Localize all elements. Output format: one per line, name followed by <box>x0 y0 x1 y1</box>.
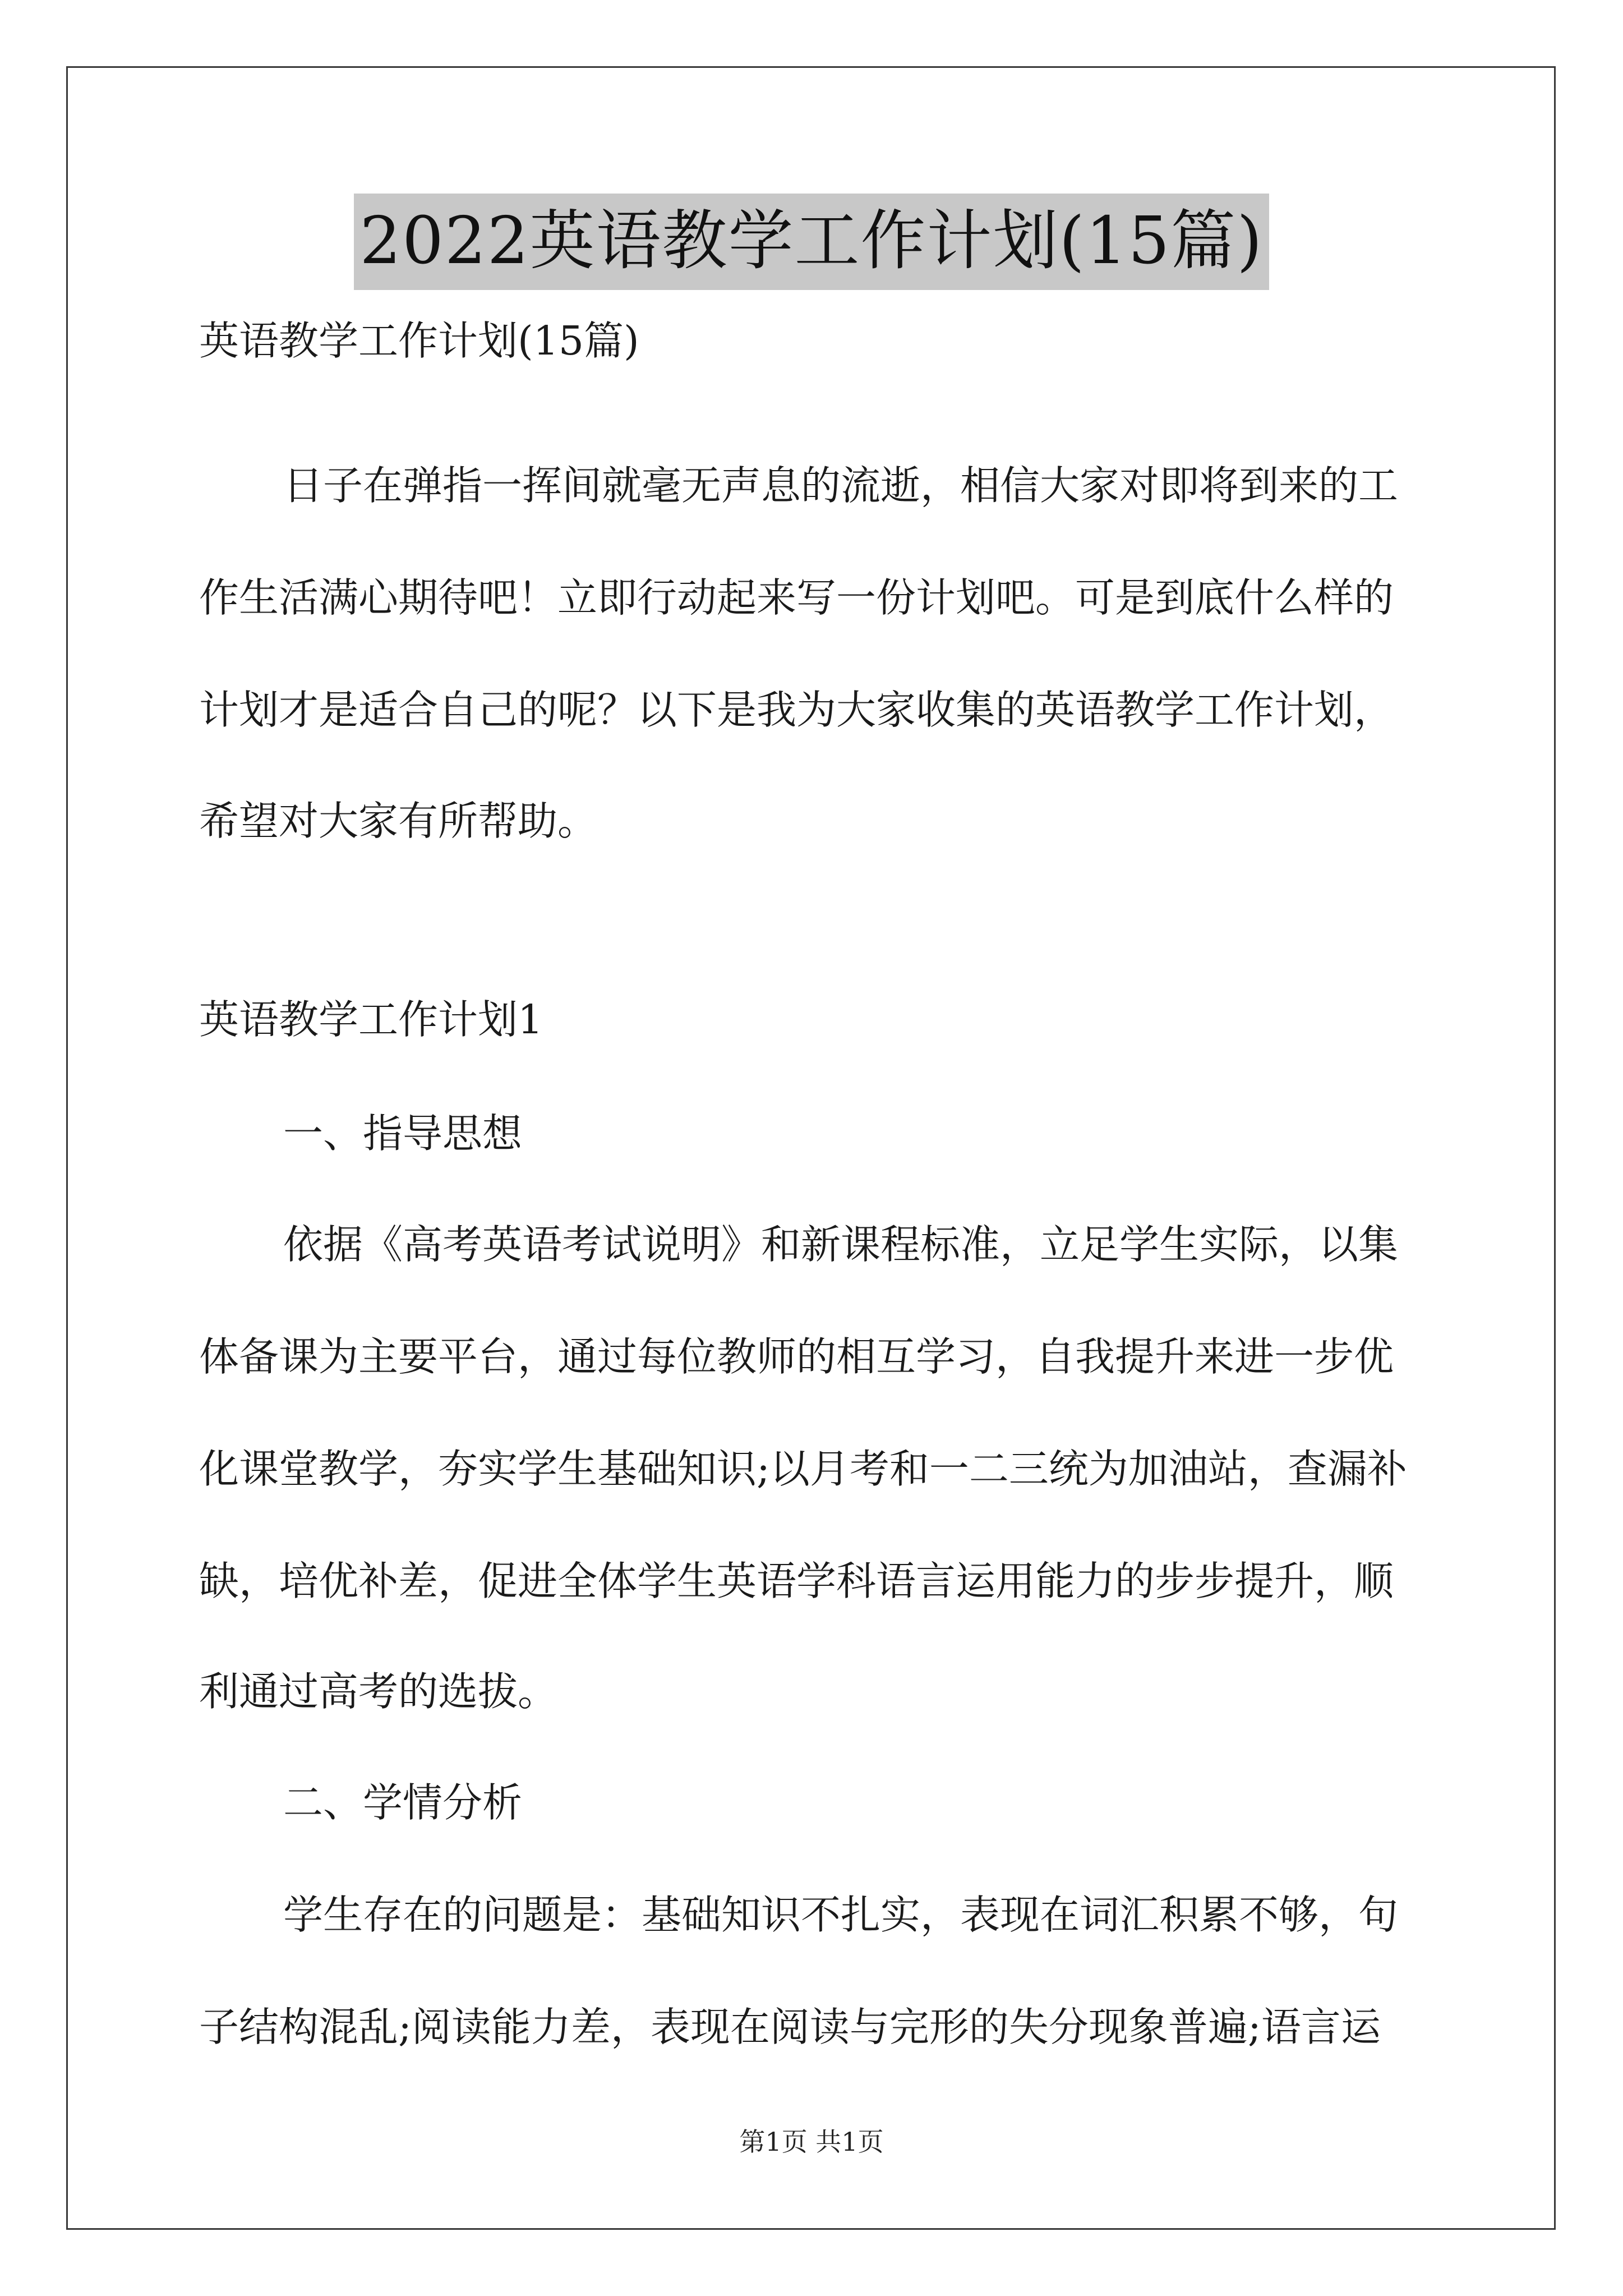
paragraph-line: 体备课为主要平台，通过每位教师的相互学习，自我提升来进一步优 <box>199 1333 1394 1380</box>
paragraph-line: 子结构混乱;阅读能力差，表现在阅读与完形的失分现象普遍;语言运 <box>199 2004 1381 2050</box>
page-number: 第1页 共1页 <box>739 2127 884 2157</box>
section-heading: 英语教学工作计划1 <box>199 996 543 1043</box>
subtitle-line: 英语教学工作计划(15篇) <box>199 318 639 364</box>
paragraph-line: 作生活满心期待吧！立即行动起来写一份计划吧。可是到底什么样的 <box>199 574 1394 621</box>
title-container <box>0 194 1623 290</box>
paragraph-line: 计划才是适合自己的呢？以下是我为大家收集的英语教学工作计划， <box>199 687 1394 733</box>
paragraph-line: 利通过高考的选拔。 <box>199 1668 558 1715</box>
paragraph-line: 化课堂教学，夯实学生基础知识;以月考和一二三统为加油站，查漏补 <box>199 1446 1407 1492</box>
paragraph-line: 学生存在的问题是：基础知识不扎实，表现在词汇积累不够，句 <box>283 1892 1399 1938</box>
subheading: 二、学情分析 <box>283 1779 523 1826</box>
paragraph-line: 希望对大家有所帮助。 <box>199 798 598 844</box>
paragraph-line: 依据《高考英语考试说明》和新课程标准，立足学生实际，以集 <box>283 1221 1399 1268</box>
paragraph-line: 日子在弹指一挥间就毫无声息的流逝，相信大家对即将到来的工 <box>283 462 1399 509</box>
paragraph-line: 缺，培优补差，促进全体学生英语学科语言运用能力的步步提升，顺 <box>199 1558 1394 1604</box>
subheading: 一、指导思想 <box>283 1110 523 1157</box>
document-title: 2022英语教学工作计划(15篇) <box>354 194 1269 290</box>
